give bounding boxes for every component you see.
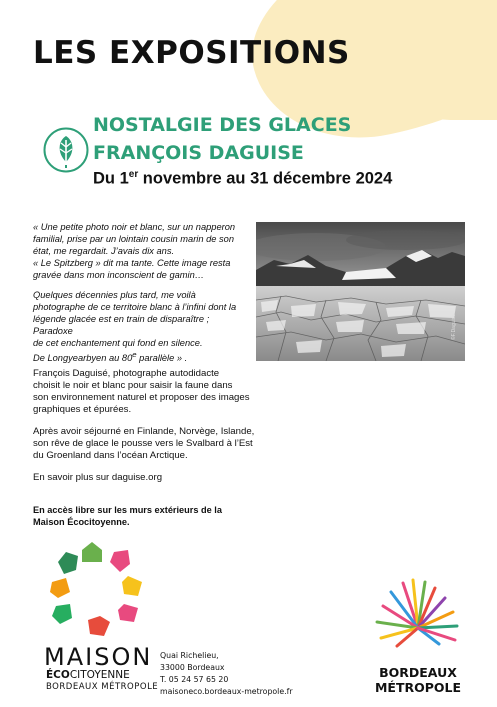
- exhibition-title-line: NOSTALGIE DES GLACES: [93, 114, 352, 136]
- maison-sub-bold: ÉCO: [46, 669, 70, 681]
- dates-prefix: Du 1: [93, 169, 129, 188]
- maison-sub-rest: CITOYENNE: [69, 669, 130, 681]
- phone-number: T. 05 24 57 65 20: [160, 675, 229, 684]
- bio-line: François Daguisé, photographe autodidacte: [33, 368, 220, 379]
- bordeaux-line: BORDEAUX: [379, 665, 457, 680]
- quote-line: Quelques décennies plus tard, me voilà: [33, 290, 196, 300]
- quote-paragraph: [33, 221, 248, 281]
- access-info: [33, 504, 243, 528]
- maison-logo-subtitle: [46, 669, 130, 681]
- website-url: maisoneco.bordeaux-metropole.fr: [160, 687, 293, 696]
- maison-logo-name: MAISON: [44, 643, 153, 671]
- bio-paragraph: [33, 426, 273, 462]
- leaf-icon: [43, 127, 89, 173]
- bio-paragraph: [33, 368, 273, 416]
- dates-ordinal: er: [128, 169, 139, 180]
- glacier-photo: [256, 222, 465, 361]
- bio-line: du Groenland dans l’océan Arctique.: [33, 450, 188, 461]
- quote-line: légende glacée est en train de disparaître ; Paradoxe: [33, 314, 210, 336]
- bio-line: graphiques et épurées.: [33, 404, 132, 415]
- quote-paragraph: [33, 289, 248, 364]
- access-line: Maison Écocitoyenne.: [33, 517, 130, 527]
- quote-line: état, me regardait. J’avais dix ans.: [33, 246, 175, 256]
- quote-line: gravée dans mon inconscient de gamin…: [33, 270, 205, 280]
- quote-line: familial, prise par un lointain cousin marin de son: [33, 234, 235, 244]
- bio-more-link: En savoir plus sur daguise.org: [33, 472, 163, 483]
- quote-line: De Longyearbyen au 80: [33, 353, 133, 364]
- quote-line: parallèle » .: [136, 353, 188, 364]
- quote-line: « Le Spitzberg » dit ma tante. Cette image resta: [33, 258, 231, 268]
- maison-logo-metropole: BORDEAUX MÉTROPOLE: [46, 682, 159, 692]
- bordeaux-metropole-wordmark: [370, 665, 466, 695]
- bio-line: son rêve de glace le pousse vers le Svalbard à l’Est: [33, 438, 253, 449]
- quote-line: photographe de ce territoire blanc à l’infini dont la: [33, 302, 237, 312]
- quote-line: de cet enchantement qui fond en silence.: [33, 338, 203, 348]
- exhibition-artist: FRANÇOIS DAGUISE: [93, 142, 304, 164]
- access-line: En accès libre sur les murs extérieurs de la: [33, 505, 222, 515]
- dates-suffix: novembre au 31 décembre 2024: [138, 169, 393, 188]
- bio-line: Après avoir séjourné en Finlande, Norvège, Islande,: [33, 426, 255, 437]
- bordeaux-metropole-logo: [373, 578, 463, 648]
- address-line: Quai Richelieu,: [160, 651, 219, 660]
- exhibition-title: [93, 111, 351, 167]
- contact-address: [160, 650, 293, 698]
- address-line: 33000 Bordeaux: [160, 663, 225, 672]
- quote-line: « Une petite photo noir et blanc, sur un napperon: [33, 222, 236, 232]
- maison-ecocitoyenne-logo: [48, 540, 148, 640]
- artist-bio: [33, 368, 273, 494]
- page-title: LES EXPOSITIONS: [33, 35, 350, 71]
- metropole-line: MÉTROPOLE: [374, 680, 462, 695]
- bio-line: choisit le noir et blanc pour saisir la faune dans: [33, 380, 233, 391]
- bio-line: son environnement naturel et proposer des images: [33, 392, 250, 403]
- photo-credit: ©F.Daguise: [451, 314, 457, 340]
- quote-ordinal: e: [132, 350, 137, 359]
- exhibition-dates: [93, 169, 392, 189]
- artist-quote: [33, 221, 248, 372]
